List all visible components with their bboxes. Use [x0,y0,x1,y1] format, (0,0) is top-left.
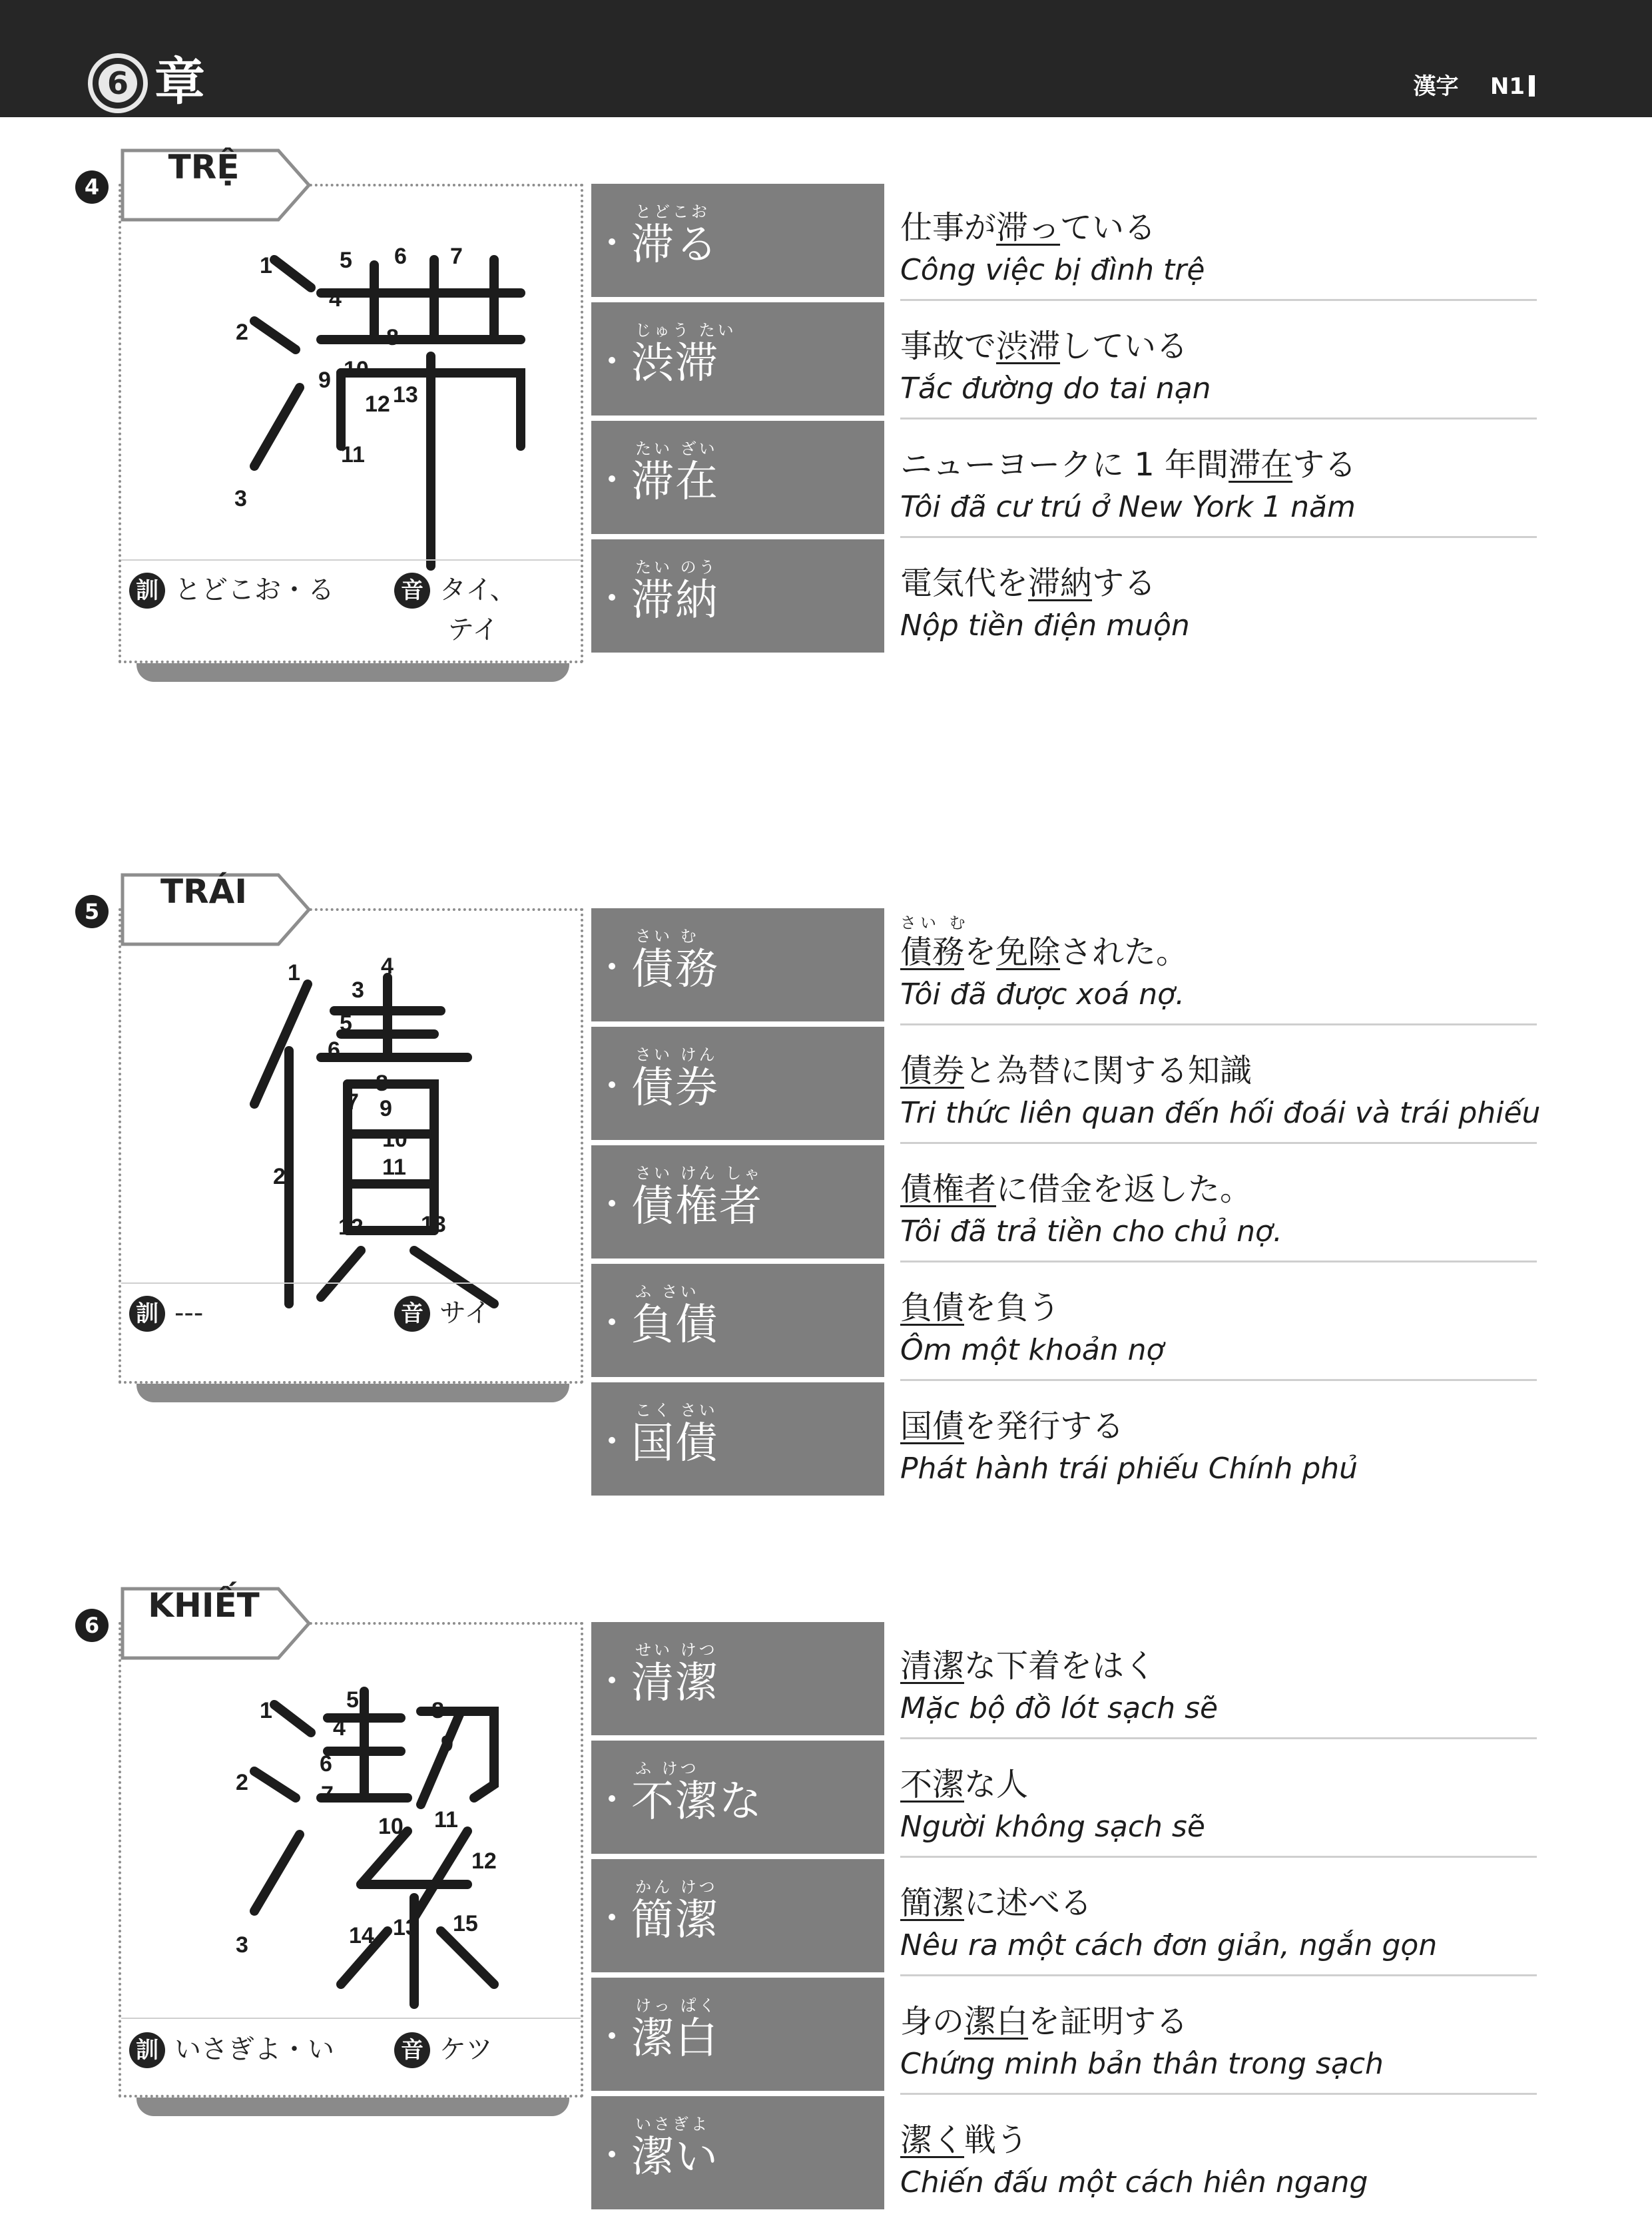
stroke-number: 6 [328,1037,340,1063]
page-header [0,0,1652,117]
example-vn: Tri thức liên quan đến hối đoái và trái phiếu [900,1096,1541,1130]
stroke-number: 5 [340,248,352,273]
example-row [900,1978,1537,2095]
stroke-number: 1 [260,253,272,278]
example-jp: 債務を免除された。 [900,934,1189,971]
example-vn: Chiến đấu một cách hiên ngang [900,2165,1368,2199]
section-number-badge: 6 [75,1609,109,1642]
header-right [1414,72,1535,101]
stroke-number: 9 [380,1096,392,1121]
on-reading: サイ [439,1298,491,1328]
example-row [900,1027,1541,1144]
stroke-number: 7 [321,1782,334,1807]
example-row [900,1145,1537,1262]
stroke-number: 11 [382,1155,406,1180]
chapter-number: 6 [99,64,137,103]
vocab-ruby: たい のう [635,558,718,577]
vocab-ruby: ふ けつ [635,1759,699,1778]
kanji-card [119,184,583,663]
on-reading-icon: 音 [394,2032,430,2068]
kanji-card [119,1622,583,2097]
stroke-number: 3 [236,1932,248,1958]
vocab-ruby: じゅう たい [635,321,736,340]
example-row [900,2096,1537,2213]
example-row [900,1382,1537,1500]
vocab-ruby: けっ ぱく [635,1996,718,2015]
reading-row [121,2018,581,2094]
stroke-number: 13 [393,382,418,408]
vocab-word: 債券 [631,1063,719,1113]
example-jp: 清潔な下着をはく [900,1647,1157,1685]
han-viet-label: TRỆ [168,148,240,186]
subject-label: 漢字 [1413,73,1459,100]
vocab-cell [591,2096,884,2209]
example-vn: Nêu ra một cách đơn giản, ngắn gọn [900,1928,1438,1962]
vocab-cell [591,1145,884,1258]
on-reading-2: テイ [447,615,499,645]
vocab-word: 国債 [631,1419,719,1468]
kun-reading: とどこお・る [174,575,334,605]
example-jp: 不潔な人 [900,1766,1029,1803]
vocab-cell [591,1622,884,1735]
example-jp: 負債を負う [900,1289,1061,1326]
vocab-cell [591,184,884,297]
han-viet-label: KHIẾT [148,1586,260,1625]
stroke-number: 7 [450,244,463,269]
section-number-badge: 5 [75,895,109,928]
stroke-number: 11 [434,1807,458,1832]
example-jp: 債権者に借金を返した。 [900,1171,1252,1208]
stroke-number: 2 [236,320,248,345]
stroke-number: 4 [333,1715,346,1741]
example-ruby: さい む [900,914,969,932]
vocab-cell [591,1027,884,1140]
stroke-number: 5 [346,1687,359,1713]
reading-row [121,559,581,659]
stroke-number: 3 [234,486,247,511]
chapter-kanji: 章 [154,52,205,111]
on-reading: タイ、 [439,575,517,605]
vocab-ruby: ふ さい [635,1282,699,1301]
vocab-ruby: いさぎよ [635,2115,710,2133]
vocab-ruby: たい ざい [635,439,718,458]
vocab-word: 渋滞 [631,339,719,388]
stroke-number: 11 [341,442,365,467]
han-viet-label: TRÁI [160,872,247,911]
vocab-cell [591,1859,884,1972]
vocab-cell [591,1978,884,2091]
stroke-number: 12 [471,1848,497,1874]
example-vn: Tắc đường do tai nạn [900,372,1211,406]
kun-reading-icon: 訓 [129,2032,165,2068]
example-row [900,1264,1537,1381]
example-vn: Công việc bị đình trệ [900,253,1205,287]
vocab-ruby: かん けつ [635,1878,718,1896]
stroke-number: 3 [352,977,364,1003]
stroke-number: 10 [382,1127,408,1152]
vocab-word: 滞納 [631,576,719,625]
chapter-number-badge [88,53,148,113]
kanji-card [119,908,583,1384]
stroke-number: 10 [378,1814,404,1839]
stroke-number: 4 [329,286,342,312]
vocab-ruby: とどこお [635,202,710,221]
kanji-stroke-diagram [121,1685,581,2058]
kun-reading: いさぎよ・い [174,2034,334,2065]
kun-reading-icon: 訓 [129,1296,165,1332]
stroke-number: 13 [421,1212,446,1237]
example-jp: 簡潔に述べる [900,1884,1093,1922]
level-label: N1 [1490,73,1525,100]
example-jp: 潔く戦う [900,2121,1029,2159]
vocab-cell [591,1741,884,1854]
example-vn: Tôi đã trả tiền cho chủ nợ. [900,1215,1282,1249]
stroke-number: 9 [318,368,331,393]
stroke-number: 1 [288,960,300,985]
stroke-number: 13 [393,1915,418,1940]
stroke-number: 5 [340,1011,352,1036]
on-reading-icon: 音 [394,573,430,609]
vocab-cell [591,908,884,1021]
stroke-number: 2 [236,1770,248,1795]
example-jp: 身の潔白を証明する [900,2003,1189,2040]
on-reading: ケツ [439,2034,493,2065]
vocab-word: 簡潔 [631,1896,719,1945]
example-jp: 国債を発行する [900,1408,1125,1445]
vocab-ruby: さい けん しゃ [635,1164,763,1183]
example-jp: ニューヨークに 1 年間滞在する [900,446,1357,483]
vocab-cell [591,302,884,416]
vocab-word: 清潔 [631,1659,719,1708]
example-vn: Tôi đã được xoá nợ. [900,977,1185,1011]
vocab-cell [591,421,884,534]
stroke-number: 1 [260,1698,272,1723]
stroke-number: 15 [453,1911,478,1936]
vocab-word: 債務 [631,945,719,994]
stroke-number: 8 [431,1698,444,1723]
vocab-word: 滞る [631,220,719,270]
example-vn: Mặc bộ đồ lót sạch sẽ [900,1691,1219,1725]
example-row [900,1859,1537,1976]
vocab-word: 不潔な [631,1777,763,1826]
example-jp: 債券と為替に関する知識 [900,1052,1252,1089]
example-row [900,421,1537,538]
example-jp: 事故で渋滞している [900,328,1189,365]
example-vn: Phát hành trái phiếu Chính phủ [900,1452,1358,1486]
stroke-number: 12 [365,392,390,417]
example-jp: 電気代を滞納する [900,565,1157,602]
vocab-ruby: こく さい [635,1401,718,1420]
stroke-number: 12 [338,1215,364,1240]
bar-icon [1529,75,1535,97]
reading-row [121,1282,581,1380]
vocab-ruby: さい む [635,927,699,946]
vocab-word: 債権者 [631,1182,763,1231]
stroke-number: 10 [344,357,369,382]
stroke-number: 8 [386,325,399,350]
kun-reading: --- [174,1298,204,1328]
example-row [900,1741,1537,1858]
vocab-cell [591,1264,884,1377]
example-row [900,184,1537,301]
example-vn: Tôi đã cư trú ở New York 1 năm [900,490,1356,524]
example-row [900,539,1537,657]
stroke-number: 6 [394,244,407,269]
han-viet-tag [120,872,313,946]
han-viet-tag [120,148,313,221]
example-vn: Ôm một khoản nợ [900,1333,1165,1367]
stroke-number: 4 [381,954,394,979]
vocab-word: 潔い [631,2133,719,2182]
stroke-number: 2 [273,1164,286,1189]
vocab-word: 潔白 [631,2014,719,2064]
section-number-badge: 4 [75,170,109,204]
vocab-word: 負債 [631,1300,719,1350]
on-reading-icon: 音 [394,1296,430,1332]
example-row [900,302,1537,419]
example-vn: Chứng minh bản thân trong sạch [900,2047,1384,2081]
example-vn: Người không sạch sẽ [900,1810,1205,1844]
stroke-number: 9 [441,1731,453,1757]
han-viet-tag [120,1586,313,1659]
stroke-number: 6 [320,1751,332,1777]
vocab-ruby: せい けつ [635,1641,718,1659]
stroke-number: 8 [376,1071,388,1096]
vocab-word: 滞在 [631,457,719,507]
vocab-ruby: さい けん [635,1045,718,1064]
stroke-number: 7 [346,1089,359,1115]
example-row [900,1622,1537,1739]
kun-reading-icon: 訓 [129,573,165,609]
example-jp: 仕事が滞っている [900,209,1157,246]
stroke-number: 14 [349,1923,374,1948]
vocab-cell [591,1382,884,1496]
vocab-cell [591,539,884,653]
example-vn: Nộp tiền điện muộn [900,609,1190,643]
example-row [900,908,1537,1025]
